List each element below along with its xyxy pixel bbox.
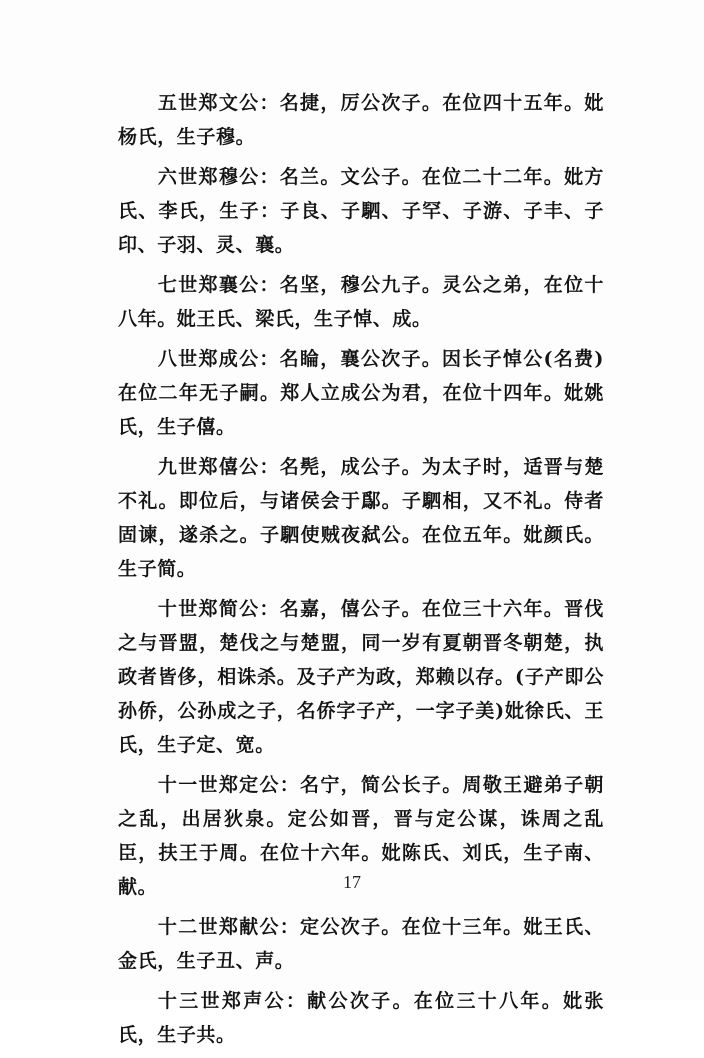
paragraph-generation-12: 十二世郑献公：定公次子。在位十三年。妣王氏、金氏，生子丑、声。 — [118, 916, 604, 972]
paragraph-generation-9: 九世郑僖公：名髡，成公子。为太子时，适晋与楚不礼。即位后，与诸侯会于鄬。子駟相，又不礼。侍者固谏，遂杀之。子駟使贼夜弑公。在位五年。妣颜氏。生子简。 — [118, 456, 604, 580]
paragraph-generation-10: 十世郑简公：名嘉，僖公子。在位三十六年。晋伐之与晋盟，楚伐之与楚盟，同一岁有夏朝晋冬朝楚，执政者皆侈，相诛杀。及子产为政，郑赖以存。(子产即公孙侨，公孙成之子，名侨字子产，一字子美)妣徐氏、王氏，生子定、宽。 — [118, 598, 604, 756]
paragraph-generation-6: 六世郑穆公：名兰。文公子。在位二十二年。妣方氏、李氏，生子：子良、子駟、子罕、子游、子丰、子印、子羽、灵、襄。 — [118, 166, 604, 256]
genealogy-text-block — [118, 86, 604, 1058]
paragraph-generation-7: 七世郑襄公：名坚，穆公九子。灵公之弟，在位十八年。妣王氏、梁氏，生子悼、成。 — [118, 274, 604, 330]
paragraph-generation-13: 十三世郑声公：献公次子。在位三十八年。妣张氏，生子共。 — [118, 990, 604, 1046]
page-number: 17 — [343, 872, 361, 892]
paragraph-generation-5: 五世郑文公：名捷，厉公次子。在位四十五年。妣杨氏，生子穆。 — [118, 92, 604, 148]
paragraph-generation-8: 八世郑成公：名睔，襄公次子。因长子悼公(名费)在位二年无子嗣。郑人立成公为君，在位十四年。妣姚氏，生子僖。 — [118, 348, 604, 438]
paragraph-generation-11: 十一世郑定公：名宁，简公长子。周敬王避弟子朝之乱，出居狄泉。定公如晋，晋与定公谋，诛周之乱臣，扶王于周。在位十六年。妣陈氏、刘氏，生子南、献。 — [118, 774, 604, 898]
